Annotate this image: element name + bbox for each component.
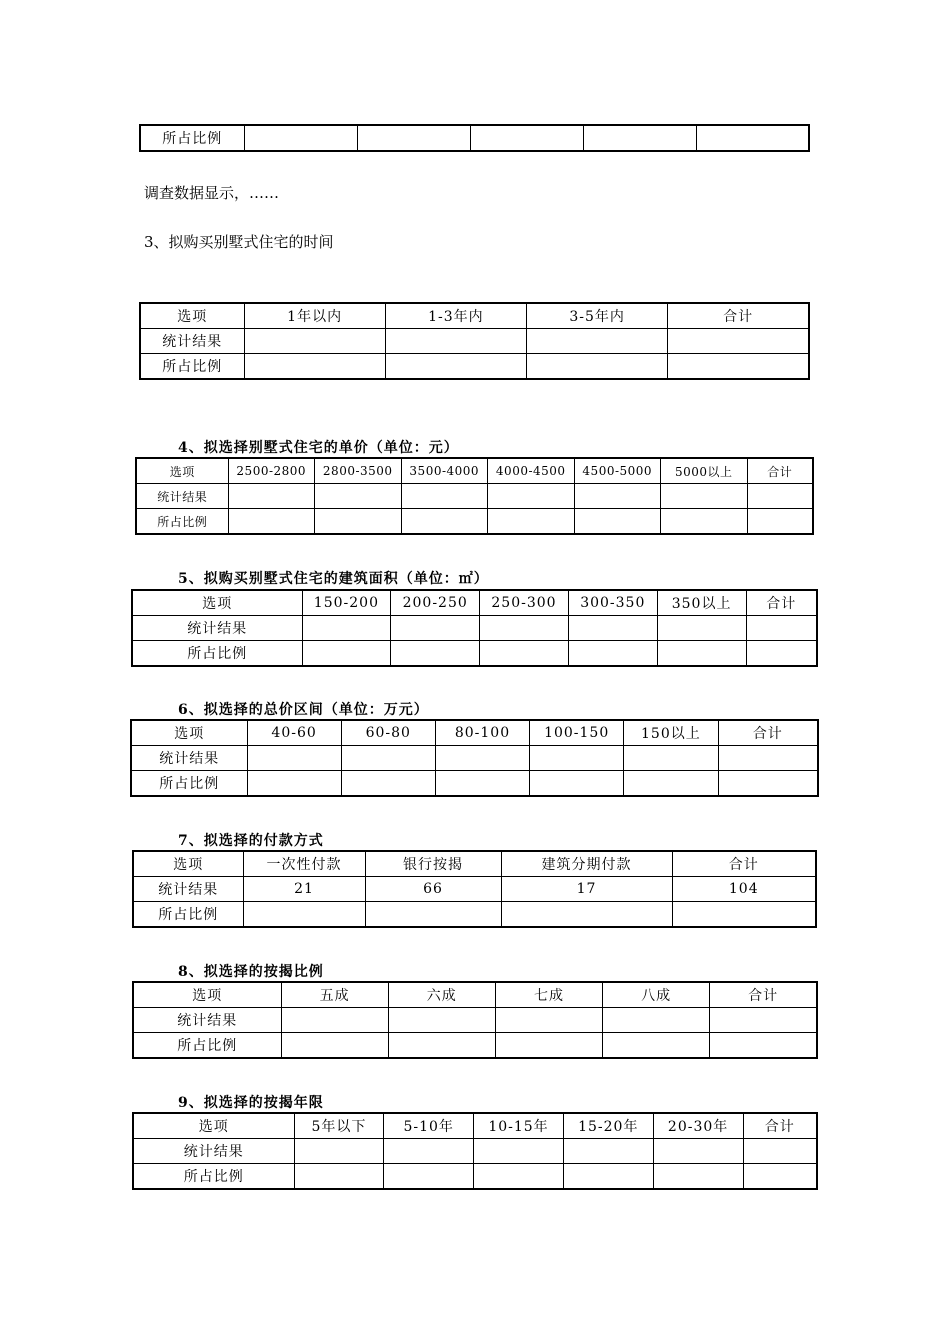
table-cell: [247, 746, 341, 771]
table-row: [140, 303, 809, 329]
column-header: 300-350: [568, 590, 657, 616]
q6-heading: 6、拟选择的总价区间（单位：万元）: [178, 702, 429, 718]
table-row: [133, 1033, 817, 1059]
table-cell: [568, 641, 657, 667]
table-row: [140, 354, 809, 380]
table-cell: 21: [243, 877, 365, 902]
q3-heading: 3、拟购买别墅式住宅的时间: [144, 233, 334, 251]
row-label: 所占比例: [131, 771, 247, 797]
table-cell: [668, 329, 809, 354]
column-header: 合计: [668, 303, 809, 329]
table-cell: [653, 1164, 743, 1190]
row-label: 统计结果: [136, 484, 228, 509]
table-cell: [315, 484, 402, 509]
column-header: 合计: [672, 851, 816, 877]
table-cell: [341, 746, 435, 771]
table-cell: [718, 771, 818, 797]
column-header: 合计: [718, 720, 818, 746]
table-cell: [668, 354, 809, 380]
table-cell: [530, 771, 624, 797]
table-cell: [247, 771, 341, 797]
row-label: 所占比例: [140, 125, 244, 151]
column-header: 350以上: [657, 590, 746, 616]
q8-table: [132, 981, 818, 1059]
table-cell: [365, 902, 501, 928]
table-row: [140, 329, 809, 354]
table-cell: [624, 746, 718, 771]
q4-table: [135, 457, 814, 535]
table-row: [140, 125, 809, 151]
table-row: [132, 590, 817, 616]
table-row: [133, 1008, 817, 1033]
column-header: 40-60: [247, 720, 341, 746]
table-row: [131, 771, 818, 797]
column-header: 五成: [281, 982, 388, 1008]
column-header: 60-80: [341, 720, 435, 746]
row-label: 所占比例: [133, 1164, 294, 1190]
table-cell: [281, 1008, 388, 1033]
row-label: 选项: [132, 590, 302, 616]
table-cell: [563, 1139, 653, 1164]
table-cell: [653, 1139, 743, 1164]
q9-table: [132, 1112, 818, 1190]
table-cell: [661, 509, 748, 535]
table-cell: [302, 641, 391, 667]
table-cell: [388, 1033, 495, 1059]
table-cell: [488, 509, 575, 535]
table-cell: [281, 1033, 388, 1059]
column-header: 150以上: [624, 720, 718, 746]
table-cell: [228, 484, 315, 509]
table-row: [132, 641, 817, 667]
table-cell: [574, 509, 661, 535]
table-cell: [401, 509, 488, 535]
table-cell: [563, 1164, 653, 1190]
table-cell: [657, 616, 746, 641]
table-cell: [357, 125, 470, 151]
column-header: 4500-5000: [574, 458, 661, 484]
row-label: 统计结果: [132, 616, 302, 641]
table-cell: [401, 484, 488, 509]
table-row: [133, 851, 816, 877]
q3-table: [139, 302, 810, 380]
table-cell: 66: [365, 877, 501, 902]
table-cell: [746, 641, 817, 667]
table-cell: [657, 641, 746, 667]
q5-heading: 5、拟购买别墅式住宅的建筑面积（单位：㎡）: [178, 571, 489, 587]
table-cell: [391, 616, 480, 641]
row-label: 所占比例: [140, 354, 244, 380]
table-cell: [474, 1164, 564, 1190]
table-cell: [603, 1008, 710, 1033]
column-header: 15-20年: [563, 1113, 653, 1139]
table-cell: [710, 1008, 817, 1033]
table-row: [132, 616, 817, 641]
row-label: 选项: [136, 458, 228, 484]
table-cell: [243, 902, 365, 928]
table-cell: [743, 1139, 817, 1164]
q7-heading: 7、拟选择的付款方式: [178, 833, 324, 849]
row-label: 选项: [140, 303, 244, 329]
table-row: [136, 509, 813, 535]
table-cell: [384, 1139, 474, 1164]
table-cell: [388, 1008, 495, 1033]
table-row: [133, 877, 816, 902]
column-header: 1-3年内: [385, 303, 526, 329]
table-cell: [385, 354, 526, 380]
q7-table: [132, 850, 817, 928]
q5-table: [131, 589, 818, 667]
table-cell: [661, 484, 748, 509]
table-row: [131, 746, 818, 771]
column-header: 合计: [747, 458, 813, 484]
table-row: [136, 458, 813, 484]
table-cell: [341, 771, 435, 797]
table-cell: [583, 125, 696, 151]
table-row: [133, 902, 816, 928]
survey-text: 调查数据显示，……: [144, 184, 280, 202]
table-cell: [385, 329, 526, 354]
table-cell: [574, 484, 661, 509]
row-label: 统计结果: [133, 1139, 294, 1164]
column-header: 100-150: [530, 720, 624, 746]
column-header: 20-30年: [653, 1113, 743, 1139]
table-cell: [435, 771, 529, 797]
table-cell: [480, 616, 569, 641]
row-label: 所占比例: [136, 509, 228, 535]
table-cell: [294, 1139, 384, 1164]
column-header: 八成: [603, 982, 710, 1008]
column-header: 5000以上: [661, 458, 748, 484]
table-cell: [244, 329, 385, 354]
table-cell: [480, 641, 569, 667]
q8-heading: 8、拟选择的按揭比例: [178, 964, 324, 980]
table-cell: [435, 746, 529, 771]
table-cell: [294, 1164, 384, 1190]
table-cell: [244, 354, 385, 380]
row-label: 所占比例: [132, 641, 302, 667]
table-cell: [746, 616, 817, 641]
table-cell: 17: [501, 877, 672, 902]
column-header: 合计: [746, 590, 817, 616]
table-row: [133, 1164, 817, 1190]
row-label: 统计结果: [133, 877, 243, 902]
column-header: 250-300: [480, 590, 569, 616]
table-cell: 104: [672, 877, 816, 902]
table-cell: [302, 616, 391, 641]
column-header: 200-250: [391, 590, 480, 616]
table-cell: [527, 329, 668, 354]
top-ratio-table: [139, 124, 810, 152]
column-header: 合计: [710, 982, 817, 1008]
table-cell: [527, 354, 668, 380]
column-header: 七成: [495, 982, 602, 1008]
column-header: 3500-4000: [401, 458, 488, 484]
table-row: [136, 484, 813, 509]
table-row: [131, 720, 818, 746]
table-cell: [315, 509, 402, 535]
table-cell: [530, 746, 624, 771]
table-cell: [244, 125, 357, 151]
table-cell: [495, 1033, 602, 1059]
column-header: 合计: [743, 1113, 817, 1139]
table-cell: [568, 616, 657, 641]
table-cell: [696, 125, 809, 151]
row-label: 选项: [131, 720, 247, 746]
table-cell: [603, 1033, 710, 1059]
q6-table: [130, 719, 819, 797]
table-cell: [718, 746, 818, 771]
row-label: 所占比例: [133, 902, 243, 928]
row-label: 选项: [133, 851, 243, 877]
table-cell: [624, 771, 718, 797]
q4-heading: 4、拟选择别墅式住宅的单价（单位：元）: [178, 440, 459, 456]
table-cell: [488, 484, 575, 509]
table-row: [133, 982, 817, 1008]
column-header: 一次性付款: [243, 851, 365, 877]
table-cell: [228, 509, 315, 535]
column-header: 2500-2800: [228, 458, 315, 484]
column-header: 六成: [388, 982, 495, 1008]
table-row: [133, 1139, 817, 1164]
row-label: 统计结果: [133, 1008, 281, 1033]
table-cell: [495, 1008, 602, 1033]
table-cell: [501, 902, 672, 928]
row-label: 选项: [133, 982, 281, 1008]
column-header: 150-200: [302, 590, 391, 616]
column-header: 10-15年: [474, 1113, 564, 1139]
q9-heading: 9、拟选择的按揭年限: [178, 1095, 324, 1111]
row-label: 选项: [133, 1113, 294, 1139]
table-cell: [747, 484, 813, 509]
table-cell: [743, 1164, 817, 1190]
table-cell: [747, 509, 813, 535]
column-header: 80-100: [435, 720, 529, 746]
column-header: 2800-3500: [315, 458, 402, 484]
row-label: 所占比例: [133, 1033, 281, 1059]
column-header: 3-5年内: [527, 303, 668, 329]
row-label: 统计结果: [140, 329, 244, 354]
table-cell: [391, 641, 480, 667]
column-header: 5-10年: [384, 1113, 474, 1139]
column-header: 4000-4500: [488, 458, 575, 484]
column-header: 5年以下: [294, 1113, 384, 1139]
table-cell: [470, 125, 583, 151]
table-cell: [672, 902, 816, 928]
table-cell: [710, 1033, 817, 1059]
table-cell: [474, 1139, 564, 1164]
column-header: 银行按揭: [365, 851, 501, 877]
table-cell: [384, 1164, 474, 1190]
table-row: [133, 1113, 817, 1139]
row-label: 统计结果: [131, 746, 247, 771]
column-header: 建筑分期付款: [501, 851, 672, 877]
column-header: 1年以内: [244, 303, 385, 329]
